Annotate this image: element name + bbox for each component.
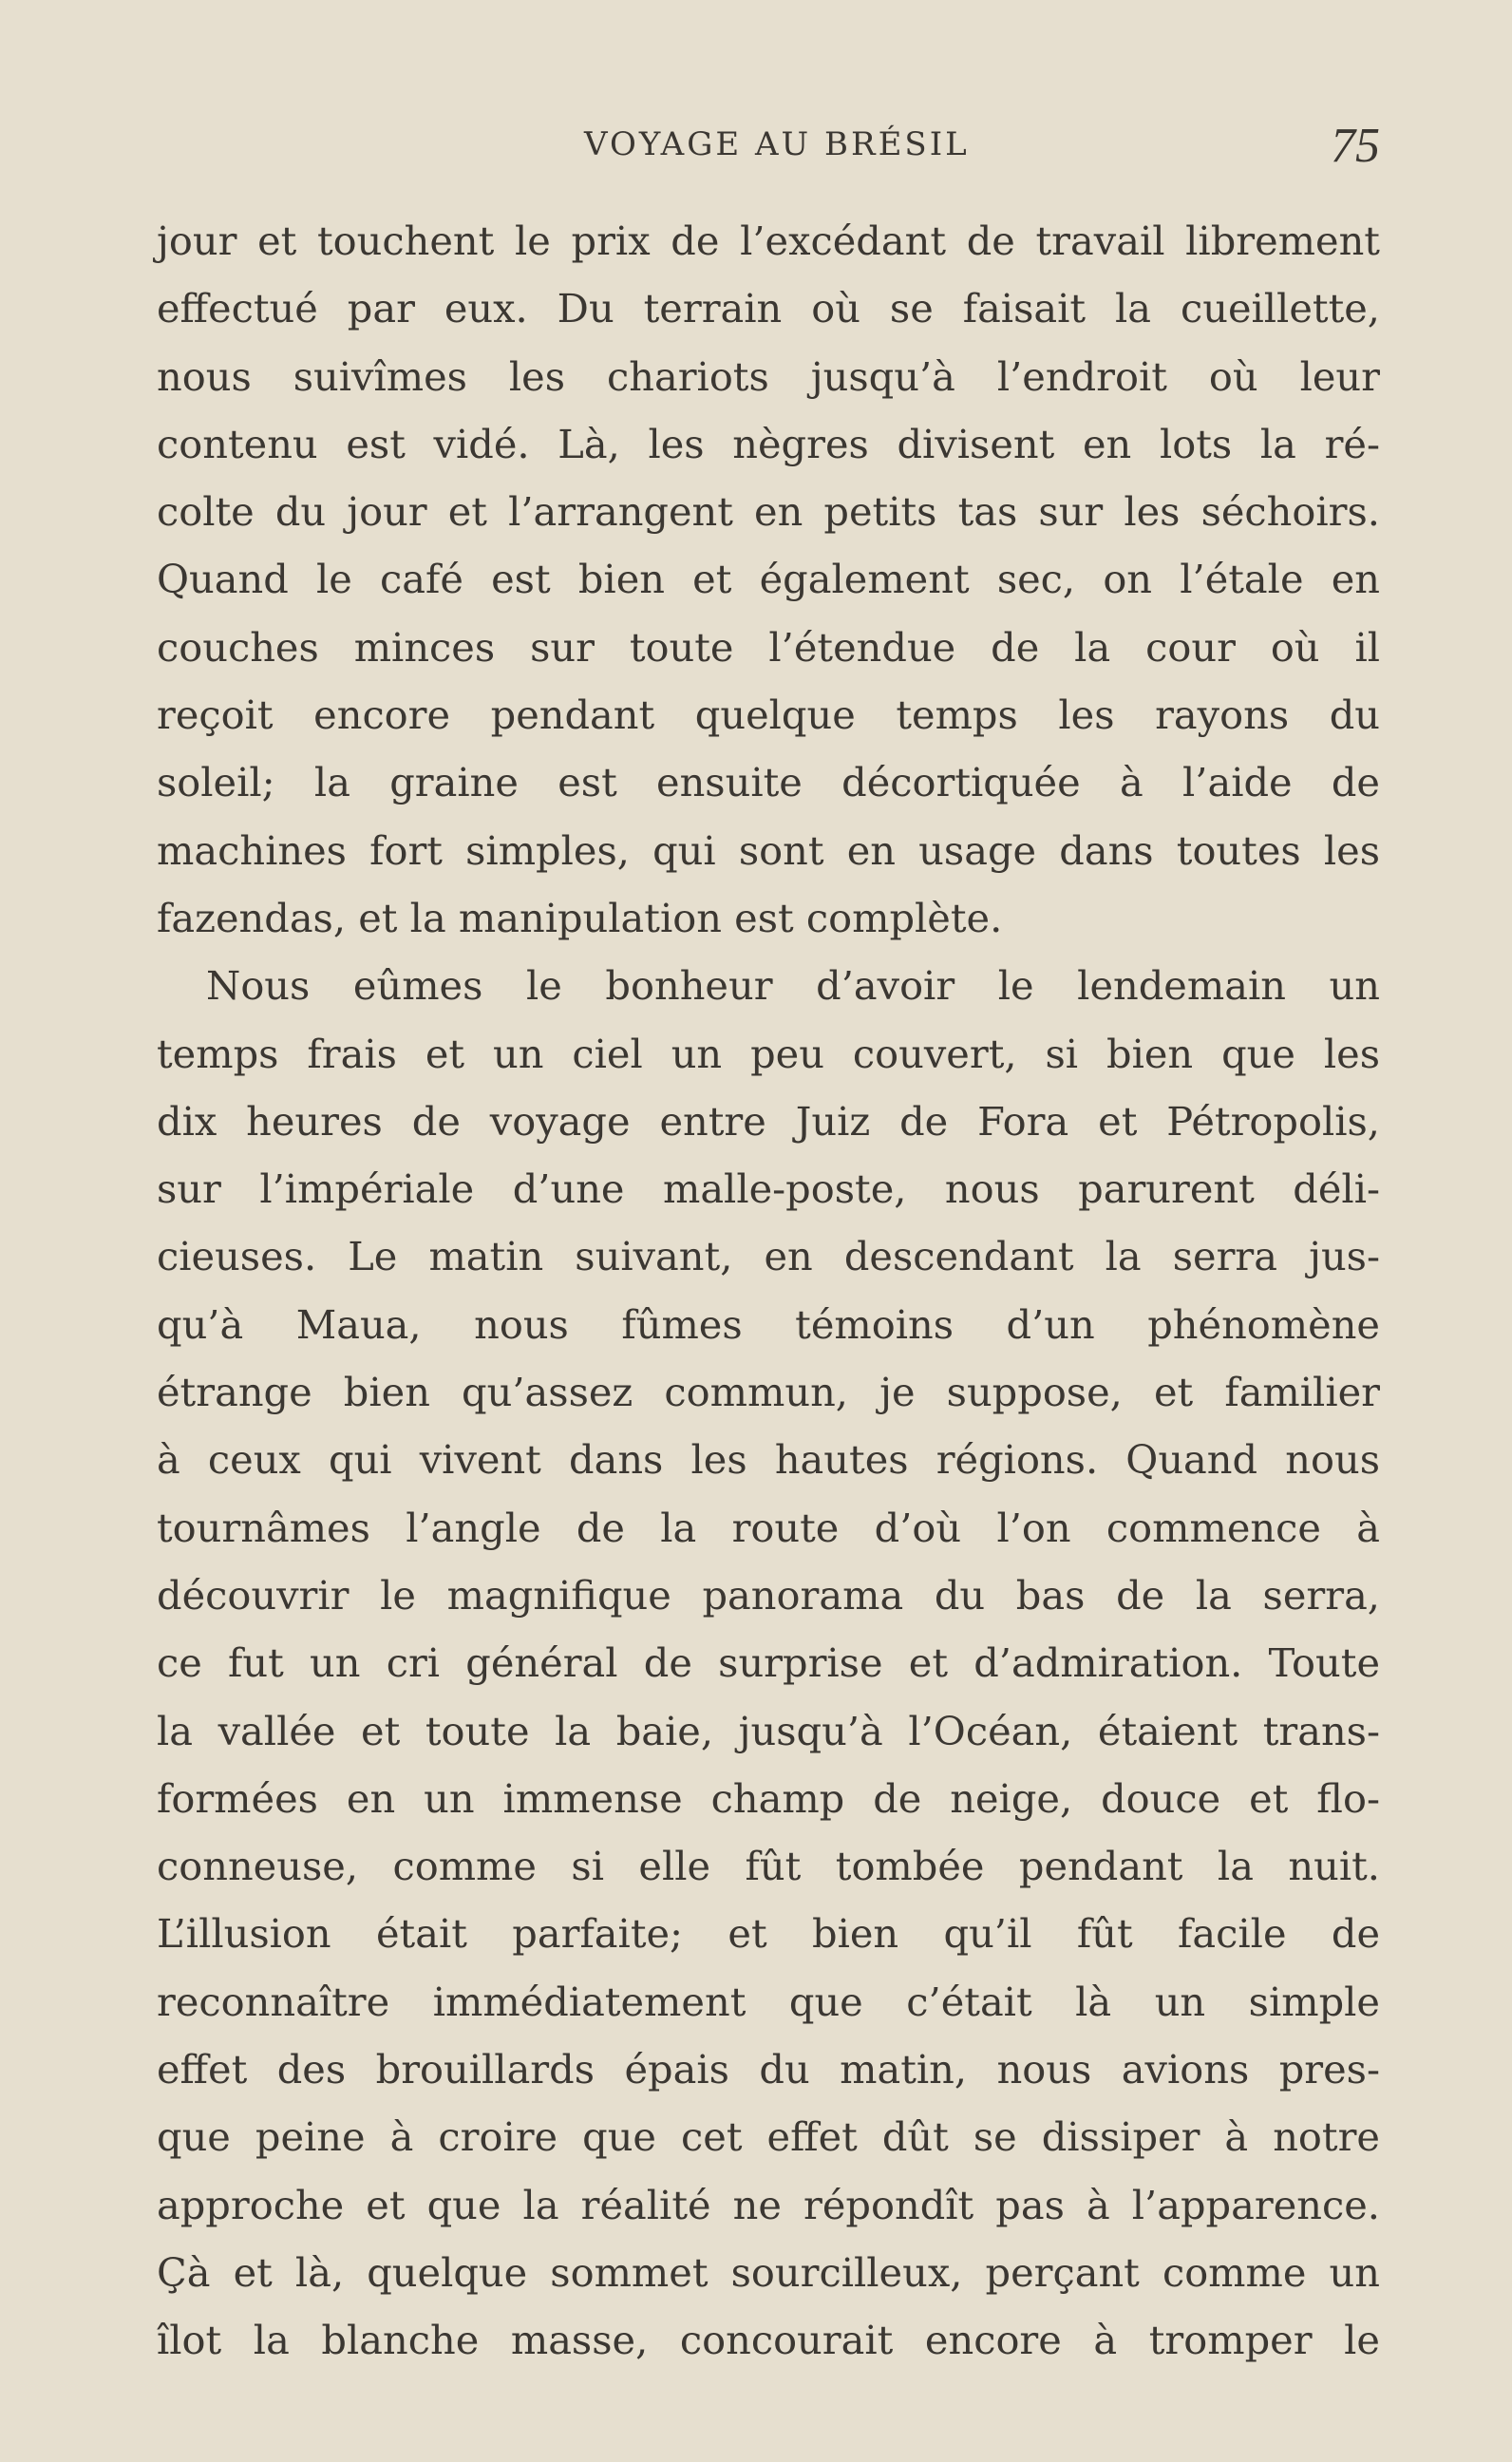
text-line: fazendas, et la manipulation est complète. [157, 894, 1003, 941]
text-line: sur l’impériale d’une malle-poste, nous parurent déli- [157, 1165, 1380, 1213]
text-line: Nous eûmes le bonheur d’avoir le lendemain un [206, 962, 1380, 1010]
text-line: temps frais et un ciel un peu couvert, si bien que les [157, 1030, 1380, 1077]
text-line: soleil; la graine est ensuite décortiquée à l’aide de [157, 759, 1380, 806]
page-header [157, 119, 1380, 179]
text-line: colte du jour et l’arrangent en petits tas sur les séchoirs. [157, 488, 1380, 536]
text-line: machines fort simples, qui sont en usage dans toutes les [157, 826, 1380, 874]
text-line: Çà et là, quelque sommet sourcilleux, perçant comme un [157, 2248, 1380, 2296]
text-line: effectué par eux. Du terrain où se faisait la cueillette, [157, 285, 1380, 332]
text-line: îlot la blanche masse, concourait encore à tromper le [157, 2317, 1380, 2364]
running-title: VOYAGE AU BRÉSIL [584, 125, 970, 163]
text-line: reçoit encore pendant quelque temps les rayons du [157, 691, 1380, 739]
text-line: reconnaître immédiatement que c’était là un simple [157, 1978, 1380, 2025]
text-line: jour et touchent le prix de l’excédant de travail librement [157, 218, 1380, 264]
text-line: à ceux qui vivent dans les hautes régions. Quand nous [157, 1436, 1380, 1484]
text-line: ce fut un cri général de surprise et d’admiration. Toute [157, 1639, 1380, 1687]
text-line: formées en un immense champ de neige, douce et flo- [157, 1774, 1380, 1822]
text-line: découvrir le magnifique panorama du bas de la serra, [157, 1571, 1380, 1619]
text-line: conneuse, comme si elle fût tombée pendant la nuit. [157, 1843, 1380, 1890]
text-line: la vallée et toute la baie, jusqu’à l’Océan, étaient trans- [157, 1707, 1380, 1754]
page-number: 75 [1331, 119, 1380, 173]
text-line: étrange bien qu’assez commun, je suppose, et familier [157, 1369, 1380, 1416]
text-line: dix heures de voyage entre Juiz de Fora et Pétropolis, [157, 1097, 1380, 1145]
text-line: qu’à Maua, nous fûmes témoins d’un phénomène [157, 1300, 1380, 1348]
text-line: L’illusion était parfaite; et bien qu’il fût facile de [157, 1910, 1380, 1958]
text-line: nous suivîmes les chariots jusqu’à l’endroit où leur [157, 352, 1380, 400]
text-line: Quand le café est bien et également sec, on l’étale en [157, 556, 1380, 603]
text-line: que peine à croire que cet effet dût se dissiper à notre [157, 2113, 1380, 2161]
body-text [157, 207, 1380, 2375]
text-line: approche et que la réalité ne répondît pas à l’apparence. [157, 2181, 1380, 2228]
text-line: contenu est vidé. Là, les nègres divisent en lots la ré- [157, 420, 1380, 467]
text-line: effet des brouillards épais du matin, nous avions pres- [157, 2046, 1380, 2093]
text-line: couches minces sur toute l’étendue de la cour où il [157, 623, 1380, 671]
text-line: cieuses. Le matin suivant, en descendant la serra jus- [157, 1233, 1380, 1280]
text-line: tournâmes l’angle de la route d’où l’on commence à [157, 1504, 1380, 1551]
